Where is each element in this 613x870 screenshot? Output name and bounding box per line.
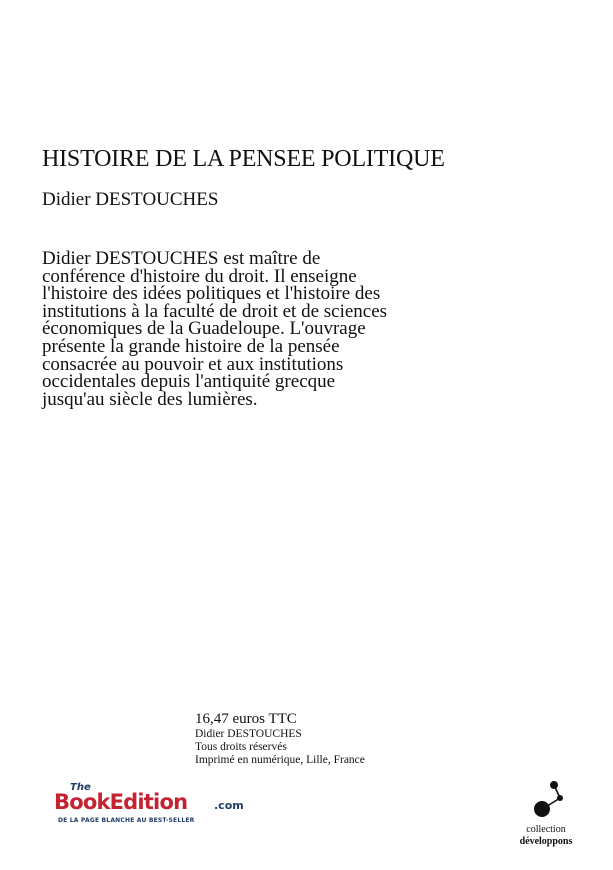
logo-name: BookEdition <box>54 790 188 814</box>
collection-name: développons <box>519 836 573 847</box>
print-location: Imprimé en numérique, Lille, France <box>195 754 365 766</box>
molecule-dots-icon <box>524 778 568 820</box>
price: 16,47 euros TTC <box>195 711 297 727</box>
book-title: HISTOIRE DE LA PENSEE POLITIQUE <box>42 146 445 172</box>
summary-line: présente la grande histoire de la pensée <box>42 335 340 357</box>
logo-domain: .com <box>214 799 244 812</box>
imprint-author: Didier DESTOUCHES <box>195 728 302 740</box>
summary-line: occidentales depuis l'antiquité grecque <box>42 371 336 393</box>
logo-tagline: DE LA PAGE BLANCHE AU BEST-SELLER <box>58 817 195 824</box>
summary-line: institutions à la faculté de droit et de sciences <box>42 300 388 322</box>
summary-line: économiques de la Guadeloupe. L'ouvrage <box>42 318 366 340</box>
summary-line: Didier DESTOUCHES est maître de <box>42 248 321 269</box>
collection-mark <box>510 778 582 848</box>
imprint-block <box>195 711 365 767</box>
rights-notice: Tous droits réservés <box>195 741 287 753</box>
book-author: Didier DESTOUCHES <box>42 189 219 210</box>
bookedition-logo <box>54 780 254 840</box>
collection-label: collection <box>526 824 566 835</box>
summary-line: jusqu'au siècle des lumières. <box>42 388 258 410</box>
summary-line: l'histoire des idées politiques et l'histoire des <box>42 283 381 305</box>
summary-line: conférence d'histoire du droit. Il enseigne <box>42 265 357 287</box>
book-summary <box>42 250 462 408</box>
logo-the: The <box>70 782 91 793</box>
summary-line: consacrée au pouvoir et aux institutions <box>42 353 344 375</box>
